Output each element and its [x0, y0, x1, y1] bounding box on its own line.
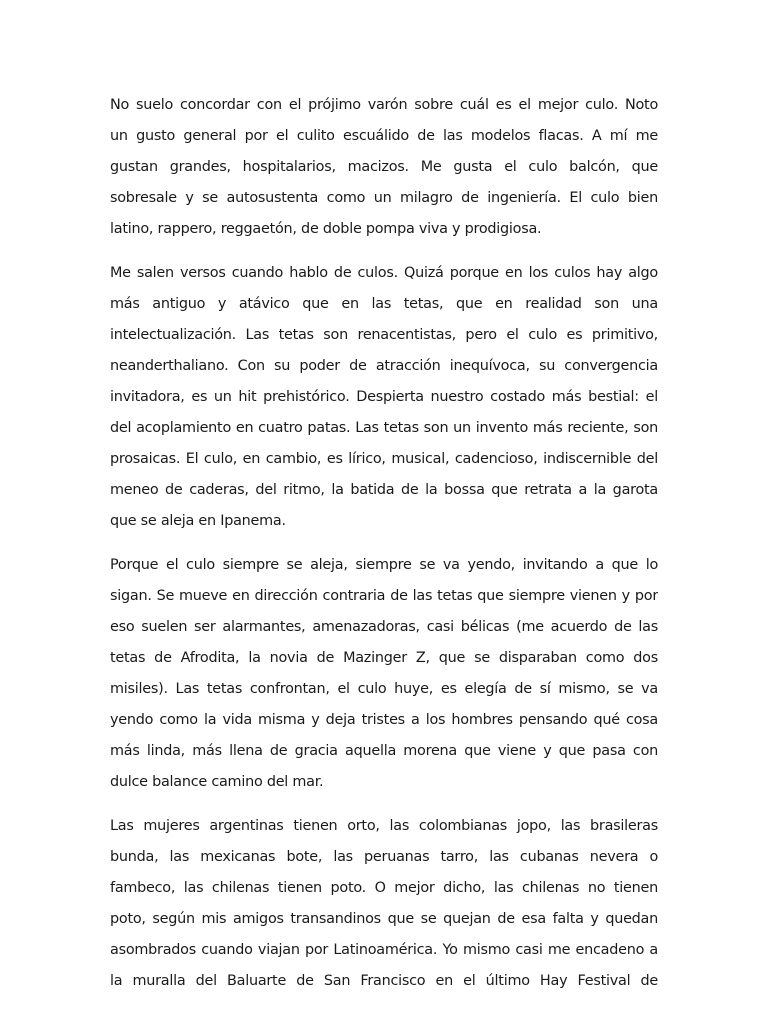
text-line: intelectualización. Las tetas son renacentistas, pero el culo es primitivo, [110, 327, 658, 343]
paragraph-1 [110, 91, 658, 246]
text-line: que se aleja en Ipanema. [110, 513, 286, 529]
text-line: sobresale y se autosustenta como un milagro de ingeniería. El culo bien [110, 190, 658, 206]
paragraph-2 [110, 259, 658, 538]
document-page [110, 91, 658, 1011]
text-line: poto, según mis amigos transandinos que se quejan de esa falta y quedan [110, 911, 658, 927]
text-line: tetas de Afrodita, la novia de Mazinger Z, que se disparaban como dos [110, 650, 658, 666]
text-line: gustan grandes, hospitalarios, macizos. Me gusta el culo balcón, que [110, 159, 658, 175]
text-line: latino, rappero, reggaetón, de doble pompa viva y prodigiosa. [110, 221, 542, 237]
text-line: Porque el culo siempre se aleja, siempre se va yendo, invitando a que lo [110, 557, 658, 573]
text-line: Las mujeres argentinas tienen orto, las colombianas jopo, las brasileras [110, 818, 658, 834]
text-line: bunda, las mexicanas bote, las peruanas tarro, las cubanas nevera o [110, 849, 658, 865]
text-line: prosaicas. El culo, en cambio, es lírico, musical, cadencioso, indiscernible del [110, 451, 658, 467]
text-line: meneo de caderas, del ritmo, la batida de la bossa que retrata a la garota [110, 482, 658, 498]
paragraph-3 [110, 551, 658, 799]
text-line: un gusto general por el culito escuálido de las modelos flacas. A mí me [110, 128, 658, 144]
paragraph-4 [110, 812, 658, 998]
text-line: la muralla del Baluarte de San Francisco en el último Hay Festival de [110, 973, 658, 989]
text-line: fambeco, las chilenas tienen poto. O mejor dicho, las chilenas no tienen [110, 880, 658, 896]
text-line: invitadora, es un hit prehistórico. Despierta nuestro costado más bestial: el [110, 389, 658, 405]
text-line: No suelo concordar con el prójimo varón sobre cuál es el mejor culo. Noto [110, 97, 658, 113]
text-line: sigan. Se mueve en dirección contraria de las tetas que siempre vienen y por [110, 588, 658, 604]
text-line: del acoplamiento en cuatro patas. Las tetas son un invento más reciente, son [110, 420, 658, 436]
text-line: más antiguo y atávico que en las tetas, que en realidad son una [110, 296, 658, 312]
text-line: dulce balance camino del mar. [110, 774, 324, 790]
text-line: eso suelen ser alarmantes, amenazadoras, casi bélicas (me acuerdo de las [110, 619, 658, 635]
text-line: neanderthaliano. Con su poder de atracción inequívoca, su convergencia [110, 358, 658, 374]
text-line: misiles). Las tetas confrontan, el culo huye, es elegía de sí mismo, se va [110, 681, 658, 697]
text-line: Me salen versos cuando hablo de culos. Quizá porque en los culos hay algo [110, 265, 658, 281]
text-line: yendo como la vida misma y deja tristes a los hombres pensando qué cosa [110, 712, 658, 728]
text-line: asombrados cuando viajan por Latinoamérica. Yo mismo casi me encadeno a [110, 942, 658, 958]
text-line: más linda, más llena de gracia aquella morena que viene y que pasa con [110, 743, 658, 759]
